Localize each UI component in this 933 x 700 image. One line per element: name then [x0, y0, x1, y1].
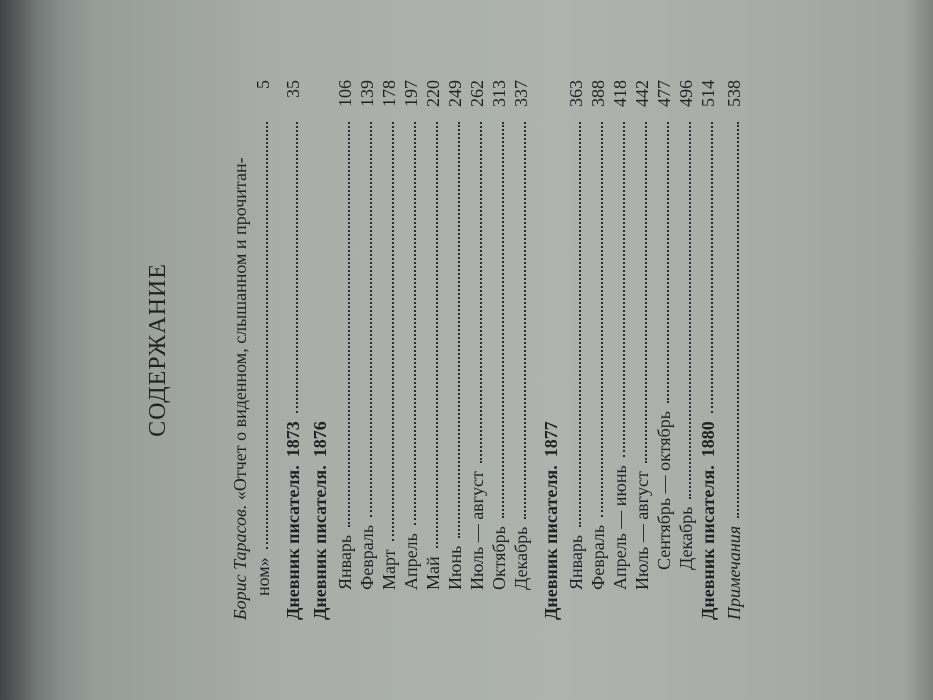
toc-entry-1880 [697, 80, 719, 620]
dot-leader [458, 122, 460, 538]
page-number: 220 [423, 80, 443, 107]
page-number: 249 [445, 80, 465, 107]
toc-entry-1873 [282, 80, 304, 620]
dot-leader [502, 122, 504, 518]
page-number: 197 [401, 80, 421, 107]
dot-leader [737, 122, 739, 518]
page-number: 538 [724, 80, 744, 107]
toc-month-1877 [565, 80, 587, 590]
dot-leader [667, 122, 669, 403]
dot-leader [711, 122, 713, 413]
toc-heading-1876 [309, 80, 331, 620]
entry-label: Дневник писателя.1880 [698, 421, 718, 620]
toc-entry-intro [229, 80, 251, 620]
page-number: 496 [676, 80, 696, 107]
month-label: Февраль [357, 524, 377, 590]
toc-month-1877 [587, 80, 609, 590]
toc-month-1877 [653, 80, 675, 570]
toc-entry-intro-cont [252, 80, 274, 596]
toc-month-1876 [510, 80, 532, 590]
page-title: СОДЕРЖАНИЕ [145, 263, 171, 437]
toc-month-1876 [400, 80, 422, 590]
dot-leader [266, 122, 268, 549]
dot-leader [480, 122, 482, 463]
page-number: 35 [283, 80, 303, 98]
dot-leader [436, 122, 438, 548]
page-number: 5 [253, 80, 273, 89]
page-number: 106 [335, 80, 355, 107]
month-label: Апрель [401, 533, 421, 590]
page-number: 337 [511, 80, 531, 107]
toc-heading-1877 [540, 80, 562, 620]
entry-label: Примечания [724, 525, 744, 620]
entry-label: Дневник писателя.1873 [283, 421, 303, 620]
dot-leader [348, 122, 350, 527]
dot-leader [689, 122, 691, 499]
page-number: 262 [467, 80, 487, 107]
intro-title-line2: ном» [253, 557, 273, 596]
dot-leader [392, 122, 394, 541]
page-number: 363 [566, 80, 586, 107]
toc-month-1877 [631, 80, 653, 590]
dot-leader [370, 122, 372, 517]
dot-leader [414, 122, 416, 525]
intro-author: Борис Тарасов. [230, 504, 250, 620]
page-number: 442 [632, 80, 652, 107]
toc-month-1876 [378, 80, 400, 590]
page-number: 388 [588, 80, 608, 107]
toc-month-1877 [609, 80, 631, 590]
month-label: Январь [566, 534, 586, 590]
page-number: 178 [379, 80, 399, 107]
dot-leader [601, 122, 603, 517]
month-label: Сентябрь — октябрь [654, 411, 674, 570]
month-label: Июль — август [632, 471, 652, 590]
page-number: 477 [654, 80, 674, 107]
page-number: 313 [489, 80, 509, 107]
toc-month-1876 [444, 80, 466, 590]
dot-leader [645, 122, 647, 463]
toc-entry-notes [723, 80, 745, 620]
dot-leader [623, 122, 625, 457]
dot-leader [296, 122, 298, 413]
month-label: Март [379, 549, 399, 590]
month-label: Апрель — июнь [610, 465, 630, 590]
toc-month-1876 [488, 80, 510, 590]
month-label: Декабрь [511, 526, 531, 590]
entry-label: Дневник писателя.1876 [310, 421, 330, 620]
month-label: Июль — август [467, 471, 487, 590]
intro-title-line1: «Отчет о виденном, слышанном и прочитан- [230, 157, 250, 501]
month-label: Май [423, 556, 443, 590]
dot-leader [579, 122, 581, 527]
month-label: Октябрь [489, 526, 509, 590]
dot-leader [524, 122, 526, 519]
month-label: Февраль [588, 524, 608, 590]
toc-month-1876 [466, 80, 488, 590]
month-label: Январь [335, 534, 355, 590]
entry-label: Дневник писателя.1877 [541, 421, 561, 620]
page-number: 139 [357, 80, 377, 107]
toc-month-1876 [356, 80, 378, 590]
toc-month-1876 [334, 80, 356, 590]
page-number: 514 [698, 80, 718, 107]
toc-month-1877 [675, 80, 697, 570]
month-label: Июнь [445, 545, 465, 590]
month-label: Декабрь [676, 506, 696, 570]
page-number: 418 [610, 80, 630, 107]
toc-month-1876 [422, 80, 444, 590]
